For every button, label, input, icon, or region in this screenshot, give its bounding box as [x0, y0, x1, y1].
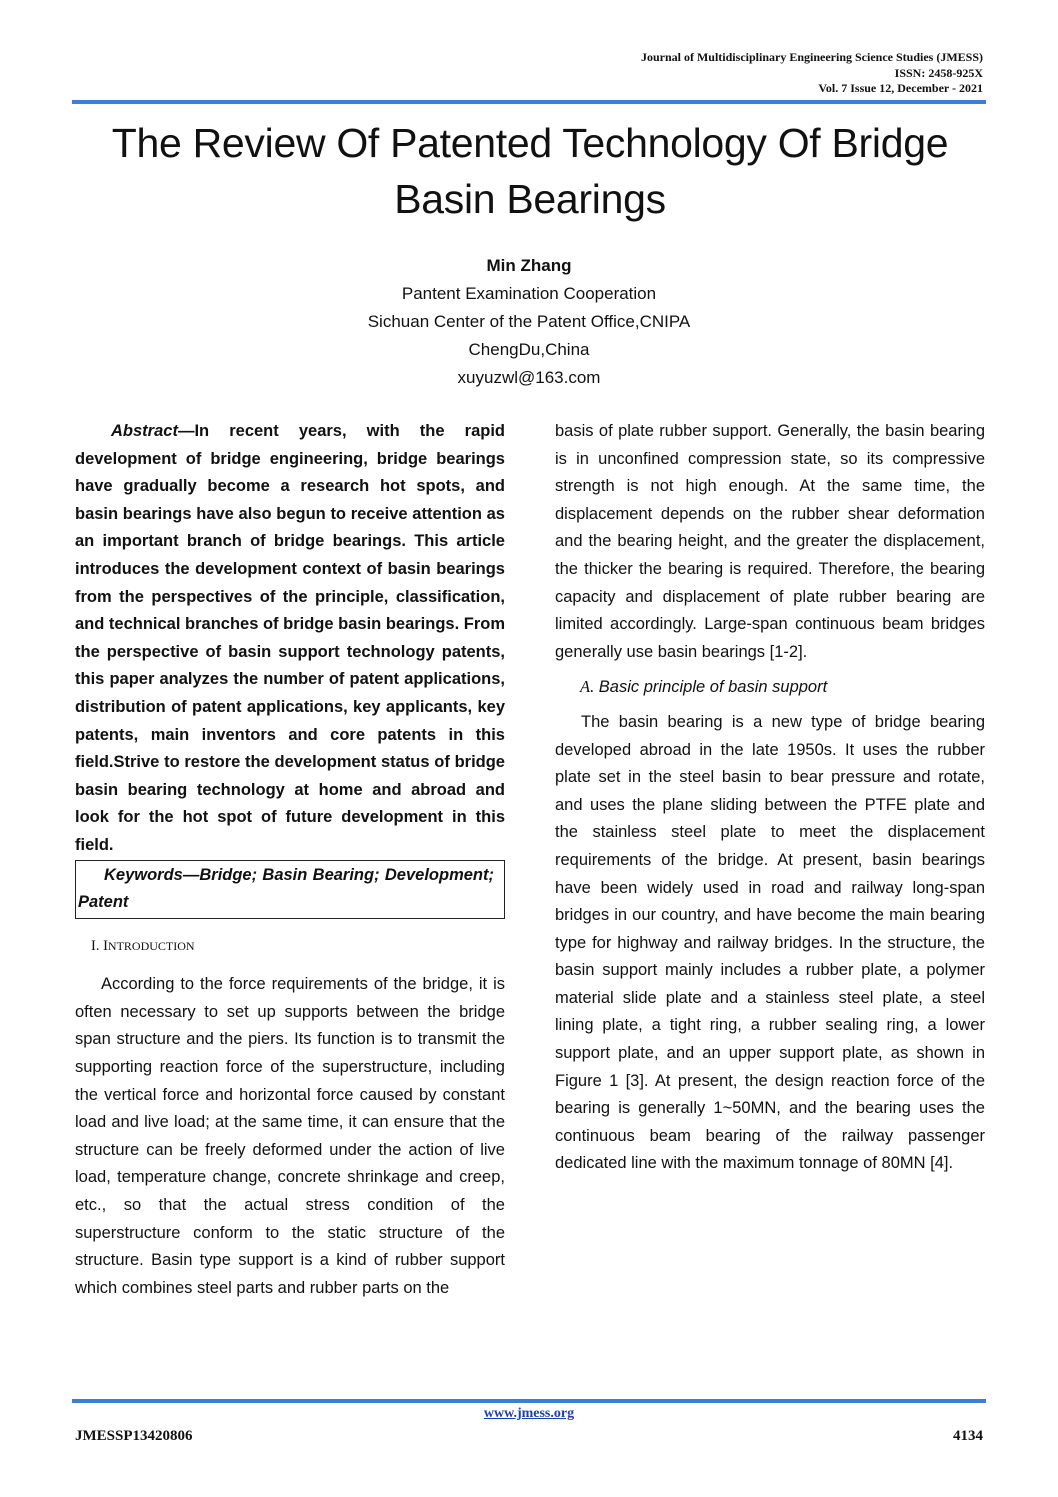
paper-title: [60, 115, 1000, 227]
author-name: Min Zhang: [486, 256, 572, 275]
introduction-paragraph: According to the force requirements of the bridge, it is often necessary to set up supports between the bridge span structure and the piers. Its function is to transmit the supporting reaction force of the superstructure, including the vertical force and horizontal force caused by constant load and live load; at the same time, it can ensure that the structure can be freely deformed under the action of live load, temperature change, concrete shrinkage and creep, etc., so that the actual stress condition of the superstructure conform to the static structure of the structure. Basin type support is a kind of rubber support which combines steel parts and rubber parts on the: [75, 975, 505, 1297]
section-heading-introduction: [91, 933, 505, 961]
keywords-box: Keywords—Bridge; Basin Bearing; Development; Patent: [75, 860, 505, 919]
header-rule: [72, 100, 986, 104]
section-numeral: I. I: [91, 937, 108, 954]
journal-issn: ISSN: 2458-925X: [894, 65, 983, 80]
basic-principle-paragraph: The basin bearing is a new type of bridge bearing developed abroad in the late 1950s. It uses the rubber plate set in the steel basin to bear pressure and rotate, and uses the plane sliding between the PTFE plate and the stainless steel plate to meet the displacement requirements of the bridge. At present, basin bearings have been widely used in road and railway long-span bridges in our country, and have become the main bearing type for highway and railway bridges. In the structure, the basin support mainly includes a rubber plate, a polymer material slide plate and a stainless steel plate, a steel lining plate, a tight ring, a rubber sealing ring, a lower support plate, and an upper support plate, as shown in Figure 1 [3]. At present, the design reaction force of the bearing is generally 1~50MN, and the bearing uses the continuous beam bearing of the railway passenger dedicated line with the maximum tonnage of 80MN [4].: [555, 712, 985, 1173]
abstract: [75, 418, 505, 860]
author-affiliation-1: Pantent Examination Cooperation: [401, 284, 657, 303]
title-line-2: Basin Bearings: [394, 176, 666, 222]
author-block: [0, 252, 1058, 392]
author-email: xuyuzwl@163.com: [457, 368, 601, 387]
subsection-letter: A.: [580, 677, 595, 697]
left-column: [75, 418, 505, 1302]
continued-paragraph: basis of plate rubber support. Generally, the basin bearing is in unconfined compression state, so its compressive strength is not high enough. At the same time, the displacement depends on the rubber shear deformation and the bearing height, and the greater the displacement, the thicker the bearing is required. Therefore, the bearing capacity and displacement of plate rubber bearing are limited accordingly. Large-span continuous beam bridges generally use basin bearings [1-2].: [555, 422, 985, 661]
author-location: ChengDu,China: [468, 340, 590, 359]
page-number: 4134: [953, 1428, 983, 1444]
section-title: NTRODUCTION: [107, 938, 195, 953]
journal-name: Journal of Multidisciplinary Engineering Science Studies (JMESS): [640, 50, 983, 64]
journal-header: [641, 50, 983, 97]
paper-id: JMESSP13420806: [75, 1428, 193, 1444]
author-affiliation-2: Sichuan Center of the Patent Office,CNIPA: [367, 312, 691, 331]
abstract-lead: Abstract: [111, 422, 178, 440]
footer-rule: [72, 1399, 986, 1403]
subsection-title: Basic principle of basin support: [594, 678, 828, 697]
subsection-heading-basic-principle: [580, 673, 985, 702]
journal-url-link[interactable]: www.jmess.org: [483, 1406, 575, 1421]
abstract-text: —In recent years, with the rapid development of bridge engineering, bridge bearings have gradually become a research hot spots, and basin bearings have also begun to receive attention as an important branch of bridge bearings. This article introduces the development context of basin bearings from the perspectives of the principle, classification, and technical branches of bridge basin bearings. From the perspective of basin support technology patents, this paper analyzes the number of patent applications, distribution of patent applications, key applicants, key patents, main inventors and core patents in this field.Strive to restore the development status of bridge basin bearing technology at home and abroad and look for the hot spot of future development in this field.: [75, 422, 506, 854]
journal-volume: Vol. 7 Issue 12, December - 2021: [818, 81, 983, 95]
title-line-1: The Review Of Patented Technology Of Bridge: [111, 120, 949, 166]
right-column: [555, 418, 985, 1178]
